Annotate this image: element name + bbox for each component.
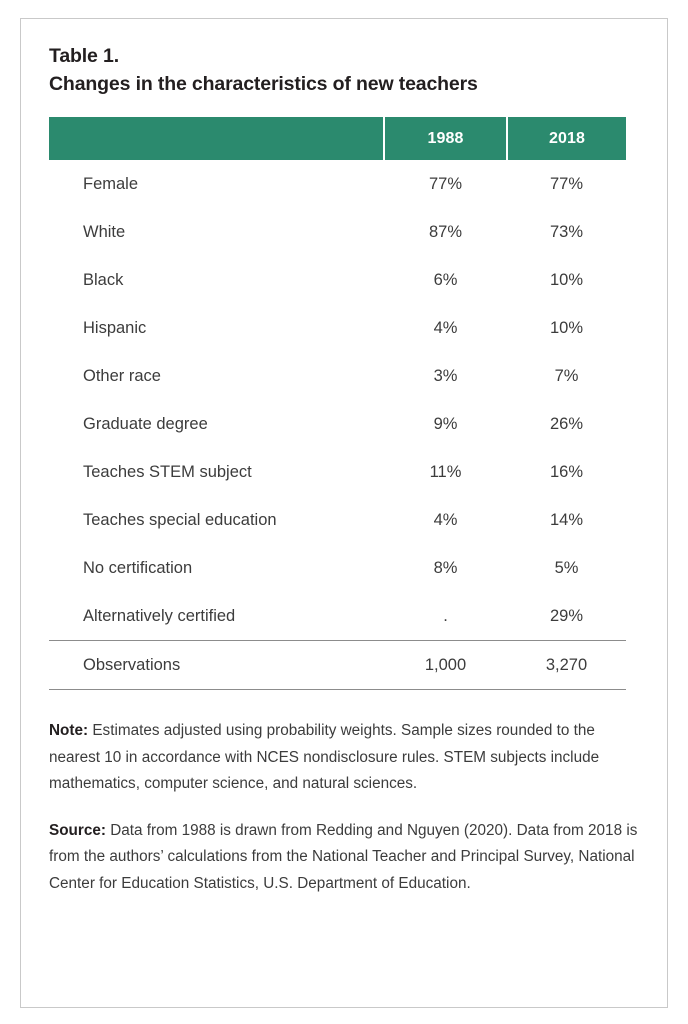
row-value-1988: 1,000 bbox=[384, 641, 507, 690]
column-header-2018: 2018 bbox=[507, 117, 626, 160]
row-label: Other race bbox=[83, 366, 161, 385]
table-row bbox=[49, 256, 626, 304]
row-value-1988: 77% bbox=[428, 174, 463, 193]
row-label: Hispanic bbox=[83, 318, 147, 337]
table-row bbox=[49, 448, 626, 496]
note-paragraph bbox=[49, 718, 645, 797]
row-label: No certification bbox=[83, 558, 193, 577]
source-text: Data from 1988 is drawn from Redding and Nguyen (2020). Data from 2018 is from the authors’ calculations from the National Teacher and Principal Survey, National Center for Education Statistics, U.S. Department of Education. bbox=[49, 821, 638, 892]
row-value-2018: 10% bbox=[549, 270, 584, 289]
row-value-1988: . bbox=[443, 606, 448, 625]
row-label: Observations bbox=[49, 641, 384, 690]
table-row bbox=[49, 496, 626, 544]
table-row-observations bbox=[49, 641, 626, 690]
table-title: Changes in the characteristics of new teachers bbox=[49, 72, 478, 95]
row-value-1988: 8% bbox=[433, 558, 458, 577]
row-value-2018: 10% bbox=[549, 318, 584, 337]
table-notes bbox=[49, 718, 645, 897]
table-figure-card bbox=[20, 18, 668, 1008]
row-value-2018: 14% bbox=[549, 510, 584, 529]
note-text: Estimates adjusted using probability weights. Sample sizes rounded to the nearest 10 in accordance with NCES nondisclosure rules. STEM subjects include mathematics, computer science, and natural sciences. bbox=[49, 722, 600, 793]
row-value-2018: 3,270 bbox=[507, 641, 626, 690]
row-value-2018: 7% bbox=[554, 366, 579, 385]
table-row bbox=[49, 160, 626, 208]
row-label: Teaches special education bbox=[83, 510, 277, 529]
card-content bbox=[21, 19, 667, 897]
row-value-1988: 3% bbox=[433, 366, 458, 385]
column-header-1988: 1988 bbox=[384, 117, 507, 160]
row-value-2018: 73% bbox=[549, 222, 584, 241]
note-label: Note: bbox=[49, 722, 89, 740]
table-row bbox=[49, 544, 626, 592]
row-value-1988: 6% bbox=[433, 270, 458, 289]
table-row bbox=[49, 304, 626, 352]
row-value-1988: 4% bbox=[433, 318, 458, 337]
table-row bbox=[49, 592, 626, 641]
row-value-1988: 11% bbox=[429, 462, 462, 481]
row-label: White bbox=[83, 222, 126, 241]
table-row bbox=[49, 352, 626, 400]
characteristics-table bbox=[49, 117, 626, 690]
source-label: Source: bbox=[49, 821, 106, 839]
header-row bbox=[49, 117, 626, 160]
row-value-2018: 5% bbox=[554, 558, 579, 577]
row-value-2018: 16% bbox=[549, 462, 584, 481]
row-label: Teaches STEM subject bbox=[83, 462, 252, 481]
table-row bbox=[49, 400, 626, 448]
row-value-2018: 26% bbox=[549, 414, 584, 433]
row-label: Graduate degree bbox=[83, 414, 208, 433]
table-number-label: Table 1. bbox=[49, 45, 119, 67]
row-value-2018: 29% bbox=[549, 606, 584, 625]
table-title-block bbox=[49, 43, 643, 98]
row-label: Alternatively certified bbox=[83, 606, 236, 625]
table-row bbox=[49, 208, 626, 256]
row-value-1988: 87% bbox=[428, 222, 463, 241]
source-paragraph bbox=[49, 818, 645, 897]
row-value-1988: 4% bbox=[433, 510, 458, 529]
column-header-label bbox=[49, 117, 384, 160]
table-body bbox=[49, 160, 626, 690]
row-label: Female bbox=[83, 174, 139, 193]
row-label: Black bbox=[83, 270, 124, 289]
row-value-1988: 9% bbox=[433, 414, 458, 433]
table-header bbox=[49, 117, 626, 160]
row-value-2018: 77% bbox=[549, 174, 584, 193]
